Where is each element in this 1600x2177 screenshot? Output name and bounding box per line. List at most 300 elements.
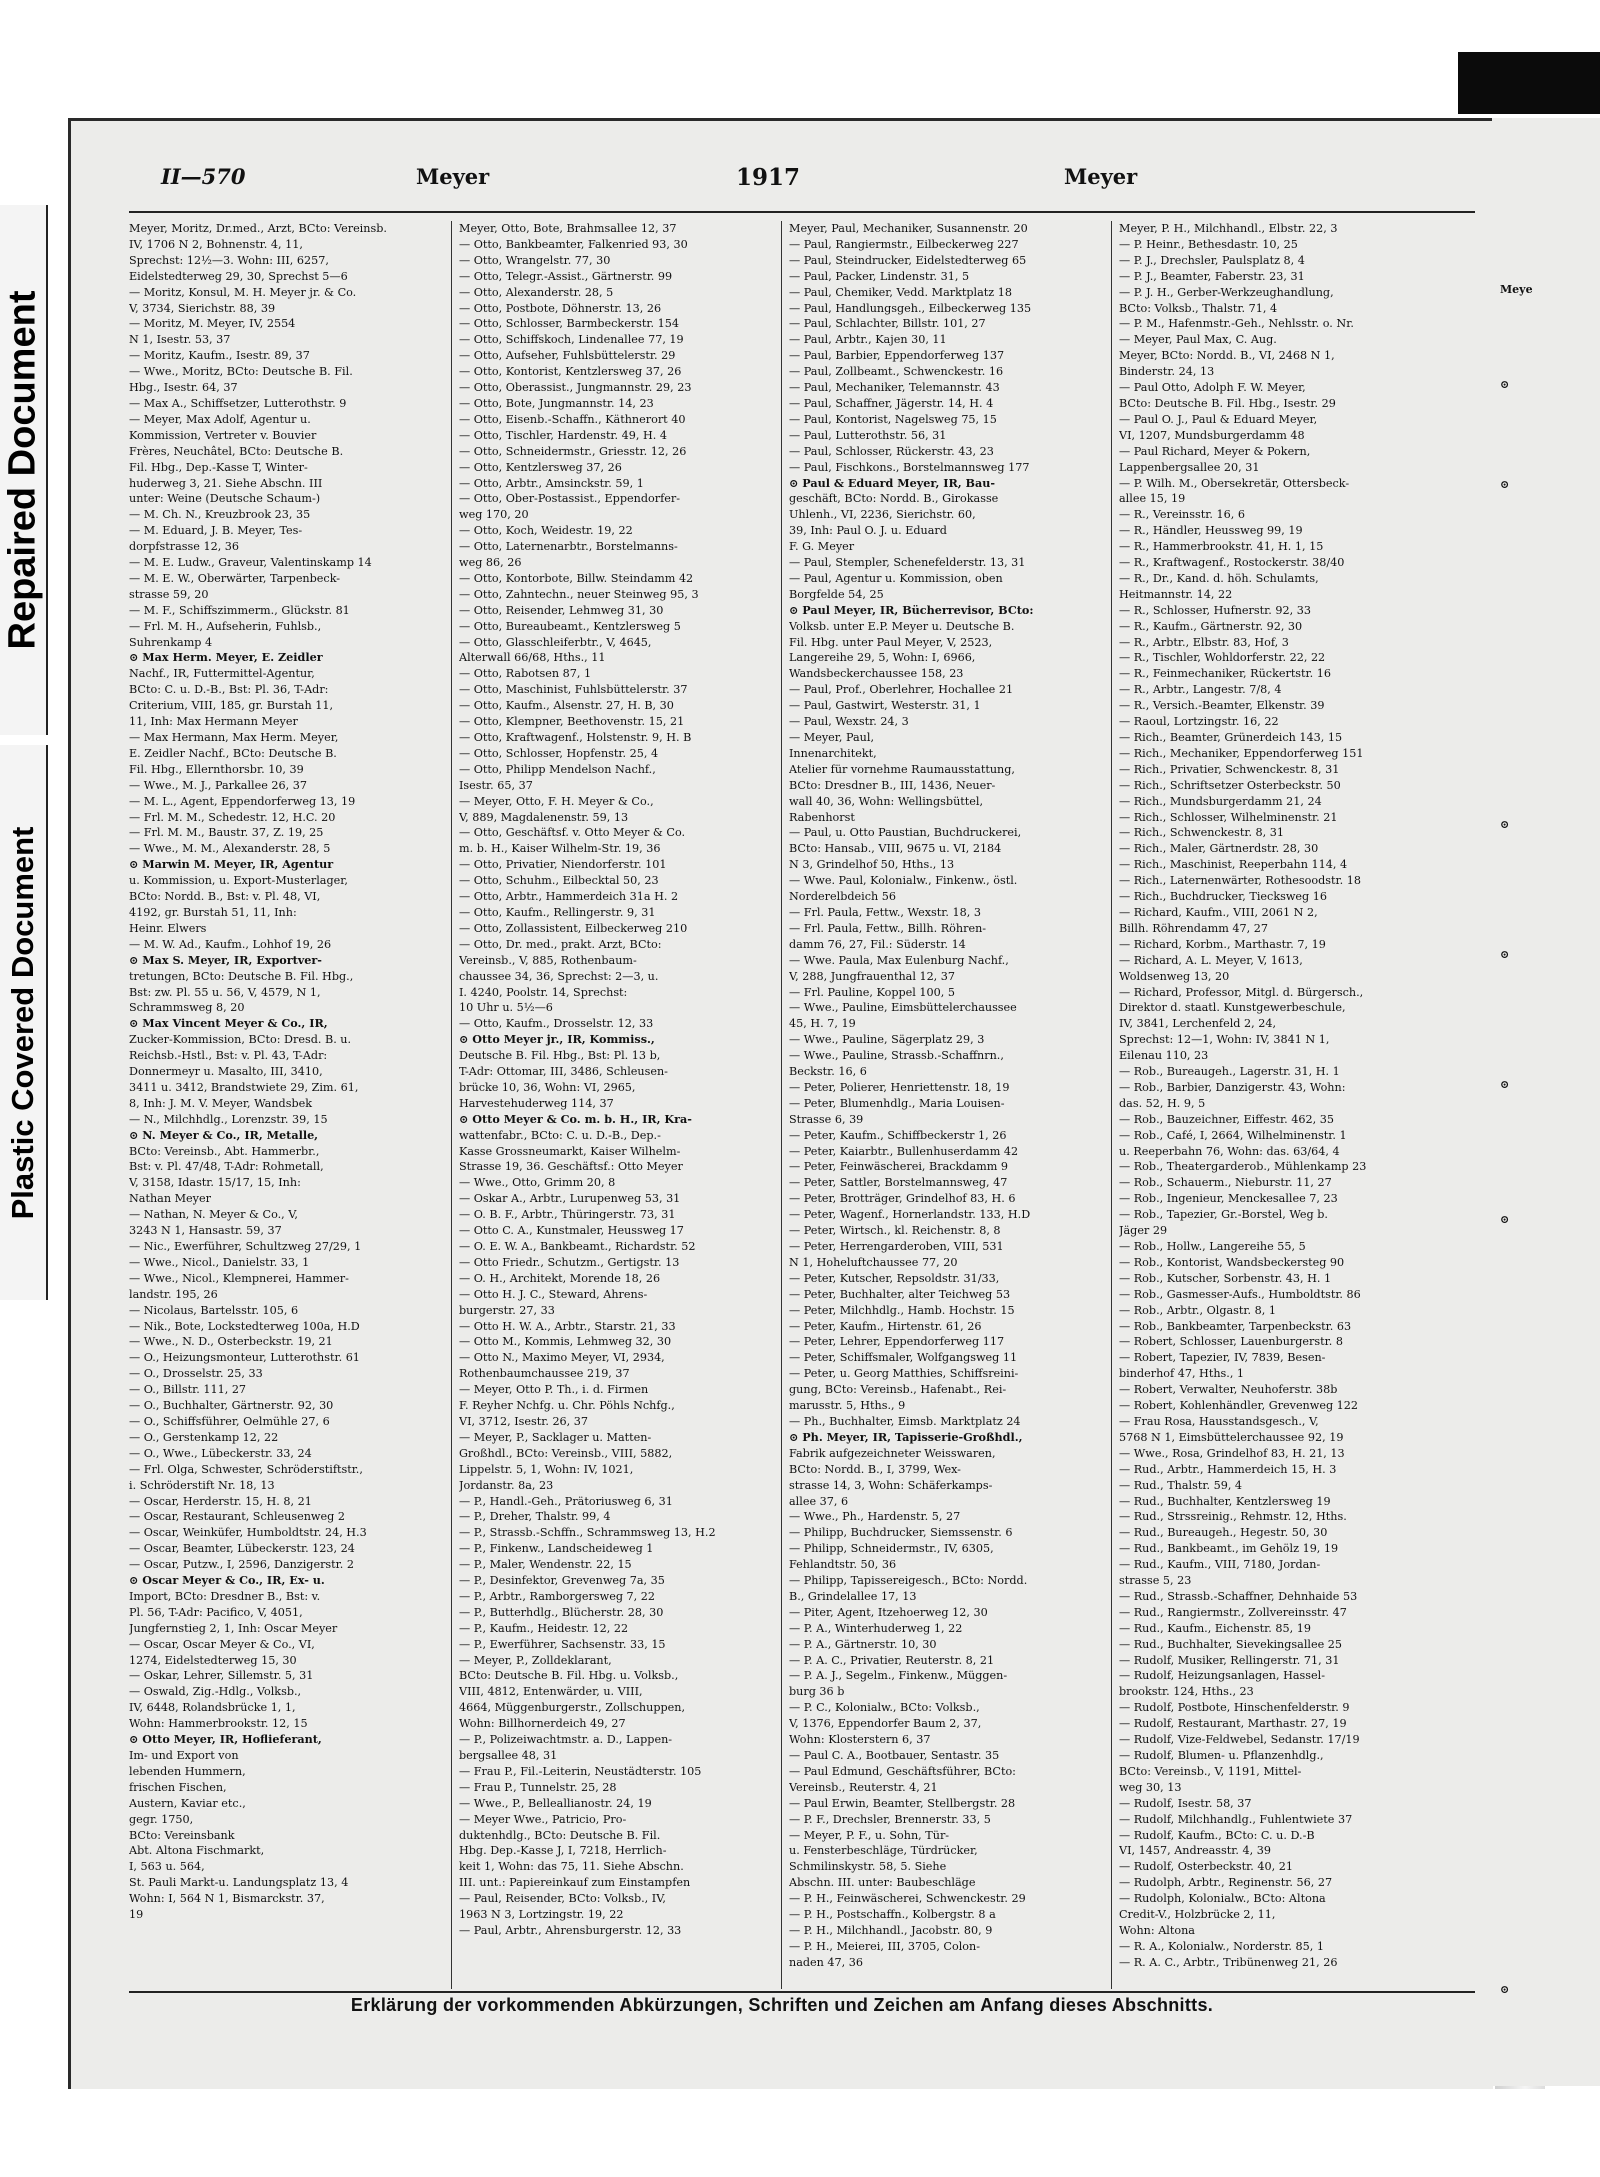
directory-entry-line: — Piter, Agent, Itzehoerweg 12, 30 bbox=[789, 1605, 988, 1619]
directory-entry-line: — Otto, Ober-Postassist., Eppendorfer- bbox=[459, 492, 680, 506]
directory-entry-line: Wohn: Hammerbrookstr. 12, 15 bbox=[129, 1717, 308, 1731]
directory-entry-line: — Otto, Glasschleiferbtr., V, 4645, bbox=[459, 635, 652, 649]
directory-entry-line: BCto: Dresdner B., III, 1436, Neuer- bbox=[789, 778, 996, 792]
directory-entry-line: Im- und Export von bbox=[129, 1749, 239, 1762]
directory-entry-line: — P., Ewerführer, Sachsenstr. 33, 15 bbox=[459, 1637, 666, 1651]
next-page-fragment: Meye bbox=[1500, 283, 1533, 296]
directory-entry-line: BCto: Deutsche B. Fil. Hbg., Isestr. 29 bbox=[1119, 396, 1336, 410]
header-rule bbox=[129, 211, 1475, 213]
directory-entry-line: — Rob., Kontorist, Wandsbeckersteg 90 bbox=[1119, 1255, 1345, 1269]
directory-entry-line: — P. M., Hafenmstr.-Geh., Nehlsstr. o. Nr. bbox=[1119, 317, 1354, 331]
directory-entry-line: — Rud., Kaufm., VIII, 7180, Jordan- bbox=[1119, 1558, 1321, 1572]
directory-entry-line: — Otto, Bankbeamter, Falkenried 93, 30 bbox=[459, 237, 688, 251]
directory-entry-line: — Rud., Kaufm., Eichenstr. 85, 19 bbox=[1119, 1621, 1311, 1635]
directory-entry-line: — Peter, Schiffsmaler, Wolfgangsweg 11 bbox=[789, 1351, 1018, 1365]
directory-entry-line: — Otto M., Kommis, Lehmweg 32, 30 bbox=[459, 1335, 672, 1349]
directory-entry-line: Wohn: I, 564 N 1, Bismarckstr. 37, bbox=[129, 1892, 325, 1906]
directory-entry-line: brookstr. 124, Hths., 23 bbox=[1119, 1685, 1254, 1699]
directory-entry-line: — O., Drosselstr. 25, 33 bbox=[129, 1367, 263, 1381]
directory-entry-line: — Oscar, Beamter, Lübeckerstr. 123, 24 bbox=[129, 1542, 355, 1556]
directory-entry-line: wattenfabr., BCto: C. u. D.-B., Dep.- bbox=[459, 1128, 661, 1142]
directory-entry-line: — Otto, Reisender, Lehmweg 31, 30 bbox=[459, 603, 664, 617]
directory-entry-line: — Rudolf, Osterbeckstr. 40, 21 bbox=[1119, 1860, 1293, 1874]
directory-entry-line: — O. B. F., Arbtr., Thüringerstr. 73, 31 bbox=[459, 1208, 676, 1222]
directory-entry-line: — Wwe., M. J., Parkallee 26, 37 bbox=[129, 778, 307, 792]
directory-entry-line: — P. Wilh. M., Obersekretär, Ottersbeck- bbox=[1119, 476, 1350, 490]
directory-entry-line: — Oscar, Herderstr. 15, H. 8, 21 bbox=[129, 1494, 312, 1508]
directory-entry-line: — Richard, A. L. Meyer, V, 1613, bbox=[1119, 953, 1303, 967]
directory-entry-line: — Wwe., Ph., Hardenstr. 5, 27 bbox=[789, 1510, 961, 1524]
directory-entry-line: — Frl. Paula, Fettw., Wexstr. 18, 3 bbox=[789, 905, 981, 919]
directory-entry-line: Bst: zw. Pl. 55 u. 56, V, 4579, N 1, bbox=[129, 985, 321, 999]
directory-entry-line: — Nathan, N. Meyer & Co., V, bbox=[129, 1208, 298, 1222]
directory-entry-line: — Peter, Kaufm., Hirtenstr. 61, 26 bbox=[789, 1319, 982, 1333]
directory-entry-line: — Oskar A., Arbtr., Lurupenweg 53, 31 bbox=[459, 1192, 681, 1206]
directory-entry-line: — Philipp, Tapissereigesch., BCto: Nordd. bbox=[789, 1574, 1028, 1588]
next-page-fragment: ⊙ bbox=[1500, 1983, 1510, 1996]
directory-entry-line: — Peter, Kutscher, Repsoldstr. 31/33, bbox=[789, 1271, 1000, 1285]
directory-entry-line: chaussee 34, 36, Sprechst: 2—3, u. bbox=[459, 969, 659, 983]
directory-entry-line: V, 1376, Eppendorfer Baum 2, 37, bbox=[789, 1717, 982, 1731]
directory-entry-line: u. Fensterbeschläge, Türdrücker, bbox=[789, 1844, 978, 1858]
directory-entry-line: — O. H., Architekt, Morende 18, 26 bbox=[459, 1271, 661, 1285]
directory-entry-line: Jäger 29 bbox=[1119, 1224, 1168, 1238]
directory-entry-line: Kommission, Vertreter v. Bouvier bbox=[129, 428, 317, 442]
directory-entry-line: — Frl. M. H., Aufseherin, Fuhlsb., bbox=[129, 619, 322, 633]
directory-entry-line: — Wwe., Nicol., Klempnerei, Hammer- bbox=[129, 1271, 349, 1285]
directory-entry-line: — Paul Erwin, Beamter, Stellbergstr. 28 bbox=[789, 1796, 1016, 1810]
directory-entry-line: ⊙ Otto Meyer jr., IR, Kommiss., bbox=[459, 1032, 655, 1047]
directory-entry-line: ⊙ Oscar Meyer & Co., IR, Ex- u. bbox=[129, 1573, 325, 1588]
directory-entry-line: — Meyer, Otto, F. H. Meyer & Co., bbox=[459, 794, 654, 808]
directory-entry-line: N 3, Grindelhof 50, Hths., 13 bbox=[789, 858, 955, 872]
directory-entry-line: — Raoul, Lortzingstr. 16, 22 bbox=[1119, 715, 1279, 729]
directory-entry-line: — Otto, Postbote, Döhnerstr. 13, 26 bbox=[459, 301, 662, 315]
directory-entry-line: Wohn: Klosterstern 6, 37 bbox=[789, 1733, 931, 1747]
directory-entry-line: — Paul, Packer, Lindenstr. 31, 5 bbox=[789, 269, 970, 283]
directory-entry-line: I, 563 u. 564, bbox=[129, 1860, 205, 1874]
directory-entry-line: — Rudolf, Blumen- u. Pflanzenhdlg., bbox=[1119, 1749, 1324, 1762]
directory-entry-line: Heitmannstr. 14, 22 bbox=[1119, 587, 1233, 601]
directory-entry-line: Langereihe 29, 5, Wohn: I, 6966, bbox=[789, 651, 976, 665]
directory-entry-line: — Rob., Tapezier, Gr.-Borstel, Weg b. bbox=[1119, 1208, 1328, 1222]
directory-entry-line: — Richard, Kaufm., VIII, 2061 N 2, bbox=[1119, 905, 1318, 919]
directory-entry-line: — P. A., Winterhuderweg 1, 22 bbox=[789, 1621, 963, 1635]
directory-entry-line: ⊙ Max Vincent Meyer & Co., IR, bbox=[129, 1016, 328, 1031]
directory-entry-line: — Peter, Sattler, Borstelmannsweg, 47 bbox=[789, 1176, 1008, 1190]
column-divider bbox=[1111, 221, 1112, 1989]
directory-entry-line: ⊙ N. Meyer & Co., IR, Metalle, bbox=[129, 1127, 319, 1142]
directory-entry-line: — Rich., Schriftsetzer Osterbeckstr. 50 bbox=[1119, 778, 1341, 792]
directory-entry-line: — P. A. J., Segelm., Finkenw., Müggen- bbox=[789, 1669, 1008, 1683]
directory-entry-line: BCto: Vereinsb., Abt. Hammerbr., bbox=[129, 1144, 320, 1158]
directory-entry-line: — Rudolf, Milchhandlg., Fuhlentwiete 37 bbox=[1119, 1812, 1353, 1826]
directory-entry-line: — Otto, Telegr.-Assist., Gärtnerstr. 99 bbox=[459, 269, 673, 283]
directory-entry-line: — Rudolph, Arbtr., Reginenstr. 56, 27 bbox=[1119, 1876, 1333, 1890]
next-page-fragment: ⊙ bbox=[1500, 1078, 1510, 1091]
directory-entry-line: i. Schröderstift Nr. 18, 13 bbox=[129, 1478, 275, 1492]
directory-entry-line: 1274, Eidelstedterweg 15, 30 bbox=[129, 1653, 297, 1667]
directory-entry-line: — Paul, Stempler, Schenefelderstr. 13, 31 bbox=[789, 556, 1026, 570]
directory-entry-line: VI, 1207, Mundsburgerdamm 48 bbox=[1119, 428, 1305, 442]
directory-entry-line: — Peter, Brotträger, Grindelhof 83, H. 6 bbox=[789, 1192, 1016, 1206]
directory-entry-line: — Rich., Mechaniker, Eppendorferweg 151 bbox=[1119, 746, 1364, 760]
directory-entry-line: — Moritz, Konsul, M. H. Meyer jr. & Co. bbox=[129, 285, 357, 299]
directory-entry-line: — P. Heinr., Bethesdastr. 10, 25 bbox=[1119, 237, 1298, 251]
directory-entry-line: ⊙ Max S. Meyer, IR, Exportver- bbox=[129, 952, 322, 967]
directory-entry-line: u. Kommission, u. Export-Musterlager, bbox=[129, 874, 348, 888]
directory-entry-line: Großhdl., BCto: Vereinsb., VIII, 5882, bbox=[459, 1446, 673, 1460]
directory-entry-line: — Otto, Schuhm., Eilbecktal 50, 23 bbox=[459, 874, 659, 888]
next-page-fragment: ⊙ bbox=[1500, 818, 1510, 831]
directory-entry-line: — Otto, Bote, Jungmannstr. 14, 23 bbox=[459, 396, 654, 410]
directory-entry-line: — Nicolaus, Bartelsstr. 105, 6 bbox=[129, 1303, 299, 1317]
directory-entry-line: 39, Inh: Paul O. J. u. Eduard bbox=[789, 524, 947, 538]
directory-entry-line: — Meyer Wwe., Patricio, Pro- bbox=[459, 1812, 627, 1826]
directory-entry-line: Kasse Grossneumarkt, Kaiser Wilhelm- bbox=[459, 1144, 681, 1158]
directory-entry-line: — Rob., Café, I, 2664, Wilhelminenstr. 1 bbox=[1119, 1128, 1347, 1142]
directory-entry-line: — Rud., Arbtr., Hammerdeich 15, H. 3 bbox=[1119, 1462, 1337, 1476]
directory-entry-line: Volksb. unter E.P. Meyer u. Deutsche B. bbox=[789, 619, 1015, 633]
next-page-fragment: ⊙ bbox=[1500, 948, 1510, 961]
directory-entry-line: VIII, 4812, Entenwärder, u. VIII, bbox=[459, 1685, 643, 1699]
directory-entry-line: Lippelstr. 5, 1, Wohn: IV, 1021, bbox=[459, 1462, 634, 1476]
directory-entry-line: — R., Schlosser, Hufnerstr. 92, 33 bbox=[1119, 603, 1311, 617]
directory-entry-line: — Otto, Bureaubeamt., Kentzlersweg 5 bbox=[459, 619, 681, 633]
directory-entry-line: — Paul, Kontorist, Nagelsweg 75, 15 bbox=[789, 412, 997, 426]
directory-entry-line: Uhlenh., VI, 2236, Sierichstr. 60, bbox=[789, 508, 976, 522]
directory-entry-line: — Otto, Kaufm., Rellingerstr. 9, 31 bbox=[459, 905, 656, 919]
directory-entry-line: landstr. 195, 26 bbox=[129, 1287, 218, 1301]
directory-entry-line: — R., Hammerbrookstr. 41, H. 1, 15 bbox=[1119, 540, 1324, 554]
directory-entry-line: V, 3158, Idastr. 15/17, 15, Inh: bbox=[129, 1176, 301, 1190]
directory-entry-line: I. 4240, Poolstr. 14, Sprechst: bbox=[459, 985, 628, 999]
directory-entry-line: — N., Milchhdlg., Lorenzstr. 39, 15 bbox=[129, 1112, 328, 1126]
directory-entry-line: Sprechst: 12½—3. Wohn: III, 6257, bbox=[129, 253, 329, 267]
directory-entry-line: Deutsche B. Fil. Hbg., Bst: Pl. 13 b, bbox=[459, 1049, 661, 1063]
directory-entry-line: ⊙ Otto Meyer & Co. m. b. H., IR, Kra- bbox=[459, 1111, 692, 1126]
directory-entry-line: — R., Vereinsstr. 16, 6 bbox=[1119, 508, 1245, 522]
directory-entry-line: — M. Ch. N., Kreuzbrook 23, 35 bbox=[129, 508, 311, 522]
directory-entry-line: — Max A., Schiffsetzer, Lutterothstr. 9 bbox=[129, 396, 347, 410]
directory-entry-line: — Peter, Milchhdlg., Hamb. Hochstr. 15 bbox=[789, 1303, 1015, 1317]
directory-entry-line: — Rudolf, Kaufm., BCto: C. u. D.-B bbox=[1119, 1828, 1315, 1842]
directory-entry-line: — Moritz, Kaufm., Isestr. 89, 37 bbox=[129, 349, 310, 363]
directory-entry-line: BCto: Nordd. B., Bst: v. Pl. 48, VI, bbox=[129, 890, 321, 904]
directory-entry-line: u. Reeperbahn 76, Wohn: das. 63/64, 4 bbox=[1119, 1144, 1340, 1158]
directory-entry-line: 8, Inh: J. M. V. Meyer, Wandsbek bbox=[129, 1096, 313, 1110]
directory-entry-line: — P. F., Drechsler, Brennerstr. 33, 5 bbox=[789, 1812, 991, 1826]
directory-entry-line: Billh. Röhrendamm 47, 27 bbox=[1119, 921, 1268, 935]
directory-entry-line: — P., Butterhdlg., Blücherstr. 28, 30 bbox=[459, 1605, 664, 1619]
directory-entry-line: — Otto, Arbtr., Hammerdeich 31a H. 2 bbox=[459, 890, 679, 904]
directory-entry-line: — Otto, Schiffskoch, Lindenallee 77, 19 bbox=[459, 333, 684, 347]
directory-entry-line: VI, 3712, Isestr. 26, 37 bbox=[459, 1414, 589, 1428]
directory-entry-line: — Rudolf, Isestr. 58, 37 bbox=[1119, 1796, 1252, 1810]
directory-entry-line: IV, 1706 N 2, Bohnenstr. 4, 11, bbox=[129, 237, 303, 251]
directory-entry-line: — Otto, Maschinist, Fuhlsbüttelerstr. 37 bbox=[459, 683, 688, 697]
directory-entry-line: — Paul, Agentur u. Kommission, oben bbox=[789, 571, 1003, 585]
directory-entry-line: — Paul, Fischkons., Borstelmannsweg 177 bbox=[789, 460, 1030, 474]
directory-entry-line: bergsallee 48, 31 bbox=[459, 1749, 558, 1762]
directory-entry-line: — Frl. Pauline, Koppel 100, 5 bbox=[789, 985, 955, 999]
directory-entry-line: — R. A., Kolonialw., Norderstr. 85, 1 bbox=[1119, 1939, 1325, 1953]
directory-entry-line: — Paul, Zollbeamt., Schwenckestr. 16 bbox=[789, 365, 1004, 379]
directory-entry-line: — Rob., Hollw., Langereihe 55, 5 bbox=[1119, 1240, 1306, 1253]
directory-entry-line: — Paul, u. Otto Paustian, Buchdruckerei, bbox=[789, 826, 1022, 840]
directory-entry-line: — Rudolf, Vize-Feldwebel, Sedanstr. 17/19 bbox=[1119, 1733, 1360, 1747]
directory-entry-line: — Oscar, Restaurant, Schleusenweg 2 bbox=[129, 1510, 345, 1524]
directory-entry-line: naden 47, 36 bbox=[789, 1955, 864, 1969]
directory-entry-line: — Robert, Verwalter, Neuhoferstr. 38b bbox=[1119, 1383, 1338, 1397]
directory-entry-line: — Paul, Mechaniker, Telemannstr. 43 bbox=[789, 381, 1000, 395]
directory-entry-line: — O., Schiffsführer, Oelmühle 27, 6 bbox=[129, 1414, 330, 1428]
directory-entry-line: Abschn. III. unter: Baubeschläge bbox=[789, 1876, 976, 1890]
directory-entry-line: — Paul, Lutterothstr. 56, 31 bbox=[789, 428, 947, 442]
directory-entry-line: — Paul, Arbtr., Ahrensburgerstr. 12, 33 bbox=[459, 1923, 682, 1937]
directory-entry-line: — Rich., Schlosser, Wilhelminenstr. 21 bbox=[1119, 810, 1338, 824]
directory-entry-line: — P. H., Feinwäscherei, Schwenckestr. 29 bbox=[789, 1892, 1026, 1906]
directory-entry-line: dorpfstrasse 12, 36 bbox=[129, 540, 240, 554]
directory-entry-line: — Meyer, P., Zolldeklarant, bbox=[459, 1653, 612, 1667]
directory-entry-line: — Otto, Kentzlersweg 37, 26 bbox=[459, 460, 622, 474]
directory-entry-line: 5768 N 1, Eimsbüttelerchaussee 92, 19 bbox=[1119, 1430, 1344, 1444]
page-header bbox=[71, 164, 1493, 194]
directory-entry-line: Beckstr. 16, 6 bbox=[789, 1065, 867, 1079]
directory-entry-line: 19 bbox=[129, 1908, 144, 1922]
directory-entry-line: — Rich., Mundsburgerdamm 21, 24 bbox=[1119, 794, 1322, 808]
directory-entry-line: — Otto, Oberassist., Jungmannstr. 29, 23 bbox=[459, 381, 692, 395]
directory-entry-line: — Philipp, Schneidermstr., IV, 6305, bbox=[789, 1542, 994, 1556]
directory-entry-line: — Oswald, Zig.-Hdlg., Volksb., bbox=[129, 1685, 302, 1699]
directory-entry-line: Wandsbeckerchaussee 158, 23 bbox=[789, 667, 964, 681]
directory-entry-line: V, 3734, Sierichstr. 88, 39 bbox=[129, 301, 276, 315]
directory-entry-line: Strasse 6, 39 bbox=[789, 1112, 864, 1126]
directory-entry-line: — R., Feinmechaniker, Rückertstr. 16 bbox=[1119, 667, 1332, 681]
directory-entry-line: — P., Desinfektor, Grevenweg 7a, 35 bbox=[459, 1574, 665, 1588]
header-year: 1917 bbox=[736, 164, 801, 191]
directory-column-2 bbox=[459, 221, 774, 1989]
directory-entry-line: — Rudolf, Postbote, Hinschenfelderstr. 9 bbox=[1119, 1701, 1350, 1715]
directory-entry-line: — M. Eduard, J. B. Meyer, Tes- bbox=[129, 524, 303, 538]
directory-entry-line: marusstr. 5, Hths., 9 bbox=[789, 1399, 906, 1413]
directory-entry-line: E. Zeidler Nachf., BCto: Deutsche B. bbox=[129, 746, 337, 760]
directory-entry-line: — R., Tischler, Wohldorferstr. 22, 22 bbox=[1119, 651, 1326, 665]
directory-entry-line: — Oscar, Weinküfer, Humboldtstr. 24, H.3 bbox=[129, 1526, 367, 1540]
directory-entry-line: — Rob., Schauerm., Nieburstr. 11, 27 bbox=[1119, 1176, 1332, 1190]
directory-entry-line: — Paul, Schaffner, Jägerstr. 14, H. 4 bbox=[789, 396, 994, 410]
directory-entry-line: — Otto, Aufseher, Fuhlsbüttelerstr. 29 bbox=[459, 349, 676, 363]
directory-entry-line: — Paul, Gastwirt, Westerstr. 31, 1 bbox=[789, 699, 981, 713]
directory-column-3 bbox=[789, 221, 1104, 1989]
directory-entry-line: Jordanstr. 8a, 23 bbox=[459, 1478, 554, 1492]
directory-entry-line: B., Grindelallee 17, 13 bbox=[789, 1589, 917, 1603]
directory-entry-line: — Peter, Blumenhdlg., Maria Louisen- bbox=[789, 1096, 1005, 1110]
directory-entry-line: — Otto, Koch, Weidestr. 19, 22 bbox=[459, 524, 633, 538]
column-divider bbox=[451, 221, 452, 1989]
directory-entry-line: — Rob., Arbtr., Olgastr. 8, 1 bbox=[1119, 1303, 1276, 1317]
directory-entry-line: — Wwe., Pauline, Strassb.-Schaffnrn., bbox=[789, 1049, 1004, 1063]
directory-entry-line: — Frl. M. M., Baustr. 37, Z. 19, 25 bbox=[129, 826, 324, 840]
directory-entry-line: BCto: Vereinsb., V, 1191, Mittel- bbox=[1119, 1764, 1302, 1778]
directory-entry-line: — P., Finkenw., Landscheideweg 1 bbox=[459, 1542, 654, 1556]
directory-entry-line: Binderstr. 24, 13 bbox=[1119, 365, 1215, 379]
directory-entry-line: — P. A., Gärtnerstr. 10, 30 bbox=[789, 1637, 937, 1651]
directory-entry-line: — Meyer, P., Sacklager u. Matten- bbox=[459, 1430, 652, 1444]
directory-entry-line: — Max Hermann, Max Herm. Meyer, bbox=[129, 731, 339, 744]
directory-entry-line: tretungen, BCto: Deutsche B. Fil. Hbg., bbox=[129, 969, 354, 983]
directory-entry-line: — Moritz, M. Meyer, IV, 2554 bbox=[129, 317, 296, 331]
directory-entry-line: — Rud., Rangiermstr., Zollvereinsstr. 47 bbox=[1119, 1605, 1347, 1619]
directory-entry-line: Schmilinskystr. 58, 5. Siehe bbox=[789, 1860, 947, 1874]
directory-entry-line: — O., Buchhalter, Gärtnerstr. 92, 30 bbox=[129, 1399, 334, 1413]
directory-entry-line: — Otto C. A., Kunstmaler, Heussweg 17 bbox=[459, 1224, 684, 1238]
directory-entry-line: — R., Arbtr., Langestr. 7/8, 4 bbox=[1119, 683, 1282, 697]
directory-entry-line: — Rud., Thalstr. 59, 4 bbox=[1119, 1478, 1243, 1492]
directory-entry-line: lebenden Hummern, bbox=[129, 1764, 246, 1778]
directory-entry-line: weg 170, 20 bbox=[459, 508, 529, 522]
directory-entry-line: BCto: Volksb., Thalstr. 71, 4 bbox=[1119, 301, 1278, 315]
directory-entry-line: — Wwe., N. D., Osterbeckstr. 19, 21 bbox=[129, 1335, 333, 1349]
directory-entry-line: — Paul, Prof., Oberlehrer, Hochallee 21 bbox=[789, 683, 1014, 697]
directory-entry-line: — Frau P., Tunnelstr. 25, 28 bbox=[459, 1780, 617, 1794]
directory-entry-line: Alterwall 66/68, Hths., 11 bbox=[459, 651, 606, 665]
directory-entry-line: — P. H., Meierei, III, 3705, Colon- bbox=[789, 1939, 981, 1953]
directory-entry-line: gung, BCto: Vereinsb., Hafenabt., Rei- bbox=[789, 1383, 1007, 1397]
directory-entry-line: — Rud., Buchhalter, Kentzlersweg 19 bbox=[1119, 1494, 1331, 1508]
directory-entry-line: — P., Maler, Wendenstr. 22, 15 bbox=[459, 1558, 632, 1572]
directory-entry-line: — Otto, Kraftwagenf., Holstenstr. 9, H. B bbox=[459, 731, 692, 744]
directory-entry-line: Eidelstedterweg 29, 30, Sprechst 5—6 bbox=[129, 269, 348, 283]
column-divider bbox=[781, 221, 782, 1989]
directory-entry-line: — P. A. C., Privatier, Reuterstr. 8, 21 bbox=[789, 1653, 995, 1667]
directory-entry-line: — Otto, Tischler, Hardenstr. 49, H. 4 bbox=[459, 428, 667, 442]
directory-entry-line: St. Pauli Markt-u. Landungsplatz 13, 4 bbox=[129, 1876, 349, 1890]
directory-entry-line: allee 15, 19 bbox=[1119, 492, 1186, 506]
directory-entry-line: huderweg 3, 21. Siehe Abschn. III bbox=[129, 476, 323, 490]
directory-entry-line: Reichsb.-Hstl., Bst: v. Pl. 43, T-Adr: bbox=[129, 1049, 328, 1063]
directory-entry-line: BCto: C. u. D.-B., Bst: Pl. 36, T-Adr: bbox=[129, 683, 329, 697]
repaired-document-text: Repaired Document bbox=[1, 290, 44, 650]
directory-entry-line: ⊙ Marwin M. Meyer, IR, Agentur bbox=[129, 857, 334, 872]
adjacent-page-edge bbox=[1492, 118, 1600, 2086]
directory-entry-line: — Otto, Eisenb.-Schaffn., Käthnerort 40 bbox=[459, 412, 686, 426]
directory-entry-line: — Frl. Olga, Schwester, Schröderstiftstr., bbox=[129, 1462, 363, 1476]
directory-entry-line: m. b. H., Kaiser Wilhelm-Str. 19, 36 bbox=[459, 842, 661, 856]
repaired-document-label bbox=[0, 205, 48, 735]
directory-entry-line: III. unt.: Papiereinkauf zum Einstampfen bbox=[459, 1876, 691, 1890]
directory-entry-line: — Rud., Bureaugeh., Hegestr. 50, 30 bbox=[1119, 1526, 1328, 1540]
directory-entry-line: — P., Polizeiwachtmstr. a. D., Lappen- bbox=[459, 1733, 673, 1747]
directory-entry-line: — Otto, Kontorist, Kentzlersweg 37, 26 bbox=[459, 365, 682, 379]
directory-entry-line: burgerstr. 27, 33 bbox=[459, 1303, 555, 1317]
directory-entry-line: — Oscar, Putzw., I, 2596, Danzigerstr. 2 bbox=[129, 1558, 355, 1572]
directory-entry-line: — Rich., Laternenwärter, Rothesoodstr. 18 bbox=[1119, 874, 1361, 888]
directory-entry-line: V, 288, Jungfrauenthal 12, 37 bbox=[789, 969, 956, 983]
directory-entry-line: weg 30, 13 bbox=[1119, 1780, 1182, 1794]
directory-entry-line: — Wwe., M. M., Alexanderstr. 28, 5 bbox=[129, 842, 331, 856]
directory-entry-line: Harvestehuderweg 114, 37 bbox=[459, 1096, 614, 1110]
directory-entry-line: Hbg., Isestr. 64, 37 bbox=[129, 381, 238, 395]
directory-entry-line: Atelier für vornehme Raumausstattung, bbox=[789, 762, 1015, 776]
directory-entry-line: — Nic., Ewerführer, Schultzweg 27/29, 1 bbox=[129, 1240, 362, 1253]
directory-entry-line: — Rud., Strssreinig., Rehmstr. 12, Hths. bbox=[1119, 1510, 1347, 1524]
directory-entry-line: ⊙ Otto Meyer, IR, Hoflieferant, bbox=[129, 1732, 322, 1747]
directory-entry-line: — Frl. M. M., Schedestr. 12, H.C. 20 bbox=[129, 810, 336, 824]
directory-entry-line: — Otto, Laternenarbtr., Borstelmanns- bbox=[459, 540, 678, 554]
directory-entry-line: — Frau P., Fil.-Leiterin, Neustädterstr. 105 bbox=[459, 1764, 702, 1778]
directory-entry-line: F. G. Meyer bbox=[789, 540, 855, 554]
directory-entry-line: — Rob., Gasmesser-Aufs., Humboldtstr. 86 bbox=[1119, 1287, 1361, 1301]
directory-entry-line: — Otto, Kaufm., Alsenstr. 27, H. B, 30 bbox=[459, 699, 674, 713]
directory-entry-line: — Paul, Arbtr., Kajen 30, 11 bbox=[789, 333, 947, 347]
directory-entry-line: 3411 u. 3412, Brandstwiete 29, Zim. 61, bbox=[129, 1080, 359, 1094]
directory-entry-line: frischen Fischen, bbox=[129, 1780, 227, 1794]
directory-entry-line: Abt. Altona Fischmarkt, bbox=[129, 1844, 265, 1858]
directory-entry-line: — Wwe., Pauline, Sägerplatz 29, 3 bbox=[789, 1033, 985, 1047]
directory-entry-line: Rabenhorst bbox=[789, 810, 855, 824]
plastic-covered-text: Plastic Covered Document bbox=[5, 826, 40, 1219]
directory-entry-line: — Oscar, Oscar Meyer & Co., VI, bbox=[129, 1637, 315, 1651]
directory-entry-line: — P. J. H., Gerber-Werkzeughandlung, bbox=[1119, 285, 1334, 299]
directory-entry-line: Criterium, VIII, 185, gr. Burstah 11, bbox=[129, 699, 333, 713]
directory-entry-line: — Peter, Herrengarderoben, VIII, 531 bbox=[789, 1240, 1004, 1253]
directory-entry-line: — Peter, Kaiarbtr., Bullenhuserdamm 42 bbox=[789, 1144, 1019, 1158]
directory-entry-line: — Otto, Rabotsen 87, 1 bbox=[459, 667, 592, 681]
directory-entry-line: — M. L., Agent, Eppendorferweg 13, 19 bbox=[129, 794, 356, 808]
directory-entry-line: — Paul, Reisender, BCto: Volksb., IV, bbox=[459, 1892, 666, 1906]
directory-entry-line: — Frl. Paula, Fettw., Billh. Röhren- bbox=[789, 921, 987, 935]
directory-entry-line: — Peter, Polierer, Henriettenstr. 18, 19 bbox=[789, 1080, 1010, 1094]
directory-entry-line: Nathan Meyer bbox=[129, 1192, 211, 1206]
directory-entry-line: — Paul Otto, Adolph F. W. Meyer, bbox=[1119, 381, 1306, 395]
directory-entry-line: — Otto, Wrangelstr. 77, 30 bbox=[459, 253, 611, 267]
directory-entry-line: — Wwe. Paul, Kolonialw., Finkenw., östl. bbox=[789, 874, 1018, 888]
directory-entry-line: 4192, gr. Burstah 51, 11, Inh: bbox=[129, 905, 297, 919]
directory-entry-line: unter: Weine (Deutsche Schaum-) bbox=[129, 492, 321, 506]
directory-entry-line: — Rud., Strassb.-Schaffner, Dehnhaide 53 bbox=[1119, 1589, 1358, 1603]
directory-entry-line: — Peter, Wirtsch., kl. Reichenstr. 8, 8 bbox=[789, 1224, 1001, 1238]
directory-entry-line: ⊙ Paul Meyer, IR, Bücherrevisor, BCto: bbox=[789, 602, 1034, 617]
directory-entry-line: Donnermeyr u. Masalto, III, 3410, bbox=[129, 1065, 323, 1079]
directory-entry-line: 4664, Müggenburgerstr., Zollschuppen, bbox=[459, 1701, 686, 1715]
footer-rule bbox=[129, 1991, 1475, 1993]
directory-entry-line: Jungfernstieg 2, 1, Inh: Oscar Meyer bbox=[129, 1621, 338, 1635]
directory-entry-line: Direktor d. staatl. Kunstgewerbeschule, bbox=[1119, 1001, 1346, 1015]
directory-entry-line: — Rich., Buchdrucker, Tiecksweg 16 bbox=[1119, 890, 1327, 904]
directory-entry-line: geschäft, BCto: Nordd. B., Girokasse bbox=[789, 492, 999, 506]
directory-entry-line: — O. E. W. A., Bankbeamt., Richardstr. 52 bbox=[459, 1240, 696, 1253]
directory-entry-line: — O., Heizungsmonteur, Lutterothstr. 61 bbox=[129, 1351, 360, 1365]
directory-entry-line: Meyer, BCto: Nordd. B., VI, 2468 N 1, bbox=[1119, 349, 1335, 363]
directory-entry-line: Sprechst: 12—1, Wohn: IV, 3841 N 1, bbox=[1119, 1033, 1330, 1047]
directory-entry-line: — M. E. W., Oberwärter, Tarpenbeck- bbox=[129, 571, 341, 585]
directory-entry-line: — Otto H. J. C., Steward, Ahrens- bbox=[459, 1287, 648, 1301]
directory-entry-line: — P., Arbtr., Ramborgersweg 7, 22 bbox=[459, 1589, 655, 1603]
directory-entry-line: — Otto H. W. A., Arbtr., Starstr. 21, 33 bbox=[459, 1319, 676, 1333]
directory-entry-line: — Frau Rosa, Hausstandsgesch., V, bbox=[1119, 1414, 1319, 1428]
directory-entry-line: — Otto, Schlosser, Hopfenstr. 25, 4 bbox=[459, 746, 659, 760]
directory-entry-line: — R., Händler, Heussweg 99, 19 bbox=[1119, 524, 1303, 538]
directory-entry-line: — P. H., Milchhandl., Jacobstr. 80, 9 bbox=[789, 1923, 993, 1937]
directory-entry-line: 1963 N 3, Lortzingstr. 19, 22 bbox=[459, 1908, 624, 1922]
directory-entry-line: ⊙ Max Herm. Meyer, E. Zeidler bbox=[129, 650, 323, 665]
next-page-fragment: ⊙ bbox=[1500, 478, 1510, 491]
directory-entry-line: — Peter, Wagenf., Hornerlandstr. 133, H.D bbox=[789, 1208, 1031, 1222]
directory-entry-line: — Otto, Schneidermstr., Griesstr. 12, 26 bbox=[459, 444, 687, 458]
directory-entry-line: — Rob., Ingenieur, Menckesallee 7, 23 bbox=[1119, 1192, 1338, 1206]
directory-entry-line: — Rud., Buchhalter, Sievekingsallee 25 bbox=[1119, 1637, 1343, 1651]
